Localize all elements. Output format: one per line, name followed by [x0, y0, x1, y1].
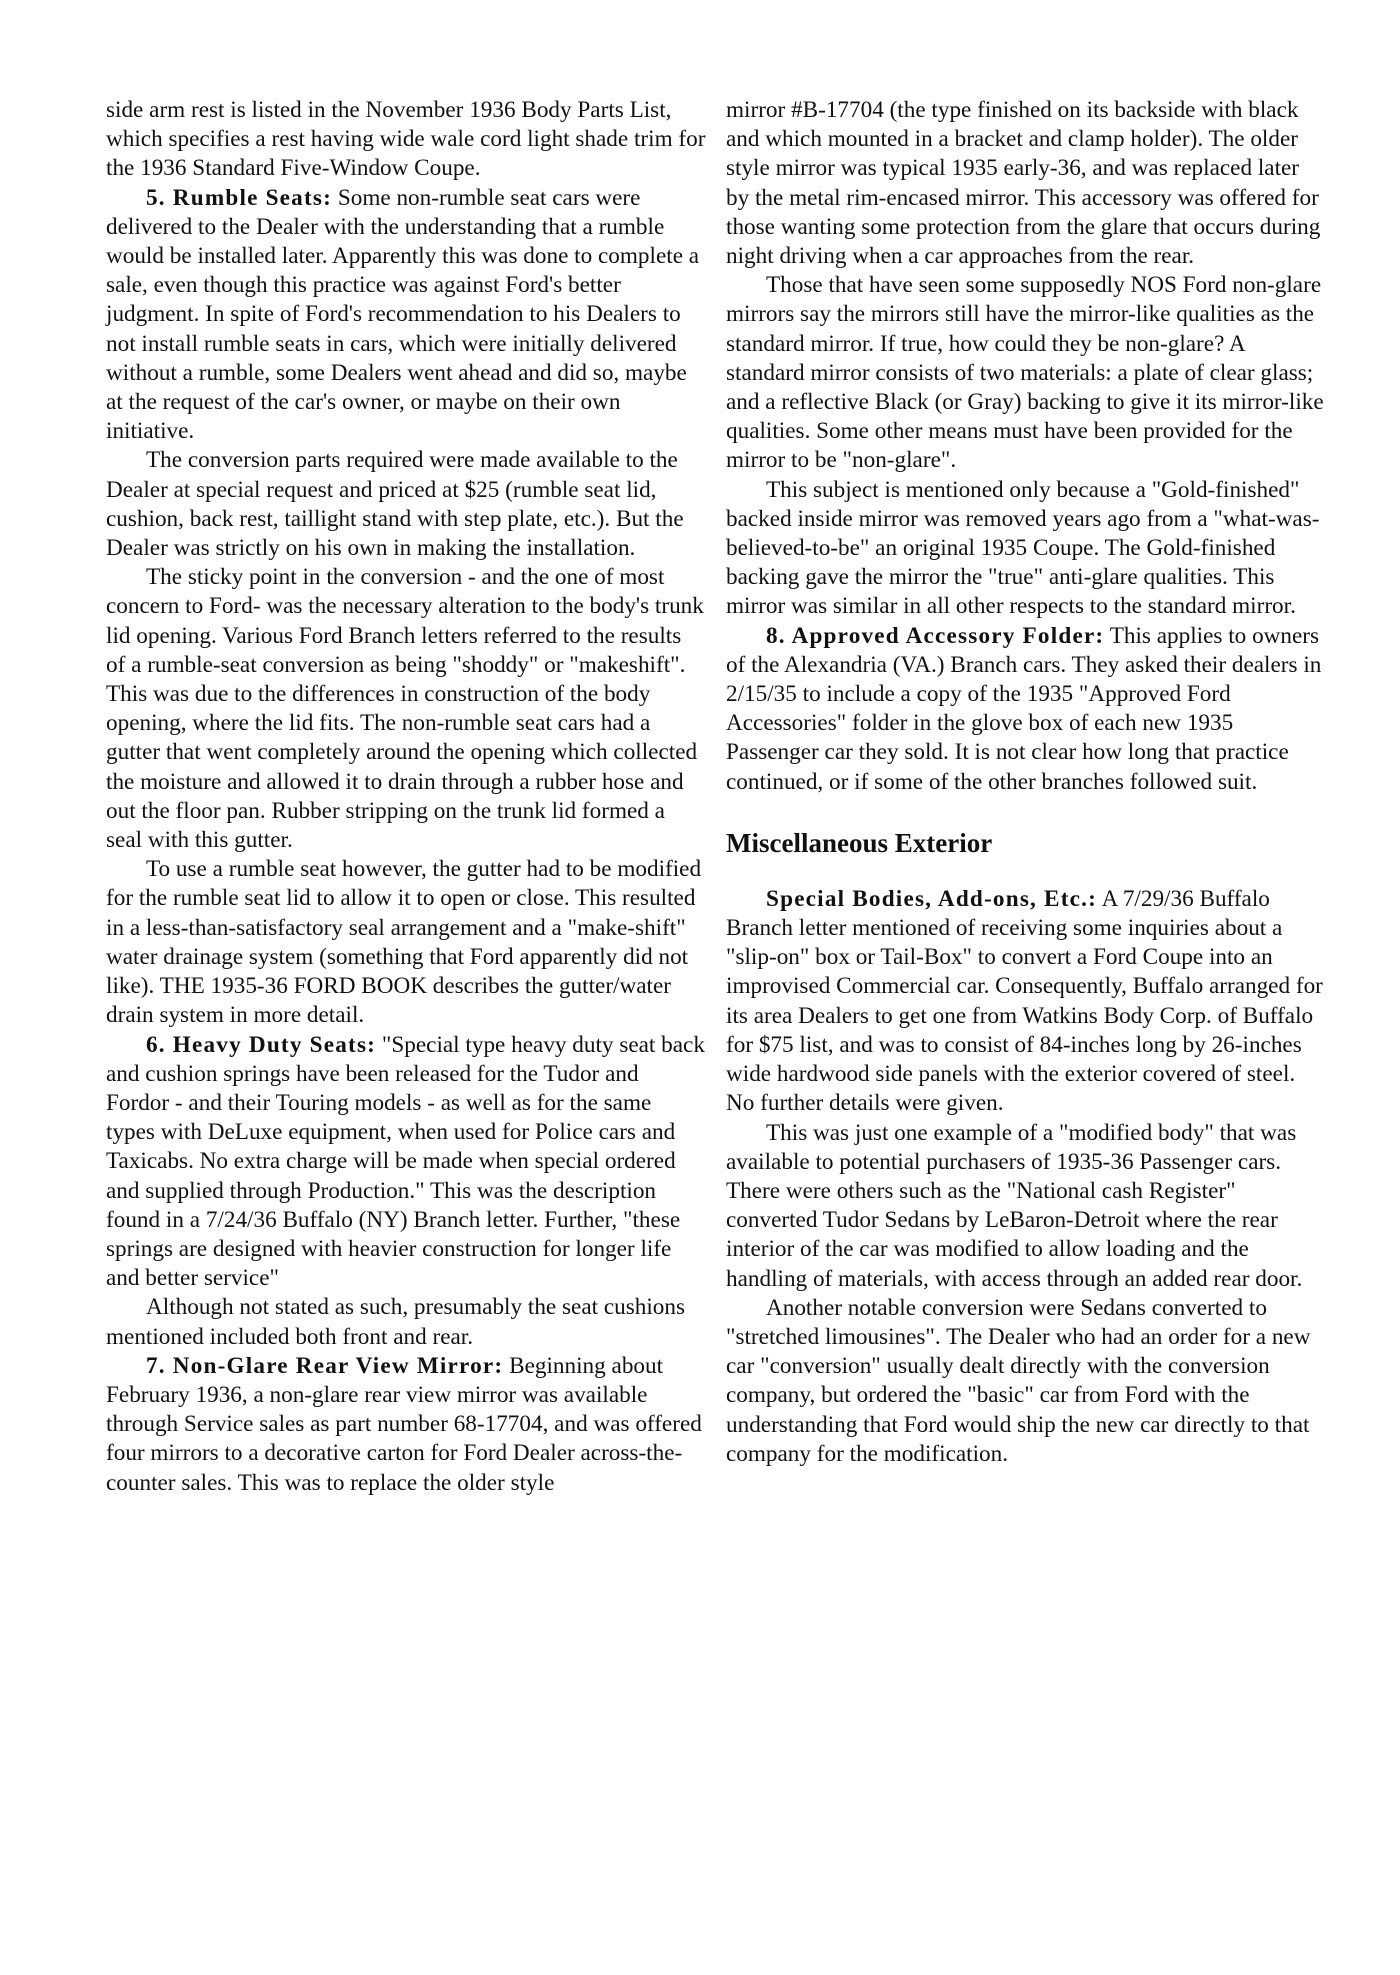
paragraph-mirror-continued: mirror #B-17704 (the type finished on its backside with black and which mounted in a bracket and clamp holder). The older style mirror was typical 1935 early-36, and was replaced later by the metal rim-encased mirror. This accessory was offered for those wanting some protection from the glare that occurs during night driving when a car approaches from the rear. — [726, 97, 1321, 270]
item-heading-non-glare-mirror: 7. Non-Glare Rear View Mirror: — [146, 1352, 504, 1379]
paragraph-nos-mirrors: Those that have seen some supposedly NOS Ford non-glare mirrors say the mirrors still have the mirror-like qualities as the standard mirror. If true, how could they be non-glare? A standard mirror consists of two materials: a plate of clear glass; and a reflective Black (or Gray) backing to give it its mirror-like qualities. Some other means must have been provided for the mirror to be "non-glare". — [726, 272, 1324, 474]
paragraph-arm-rest: side arm rest is listed in the November 1936 Body Parts List, which specifies a rest having wide wale cord light shade trim for the 1936 Standard Five-Window Coupe. — [106, 97, 706, 182]
paragraph-rumble-seats — [106, 184, 706, 447]
paragraph-special-bodies — [726, 885, 1326, 1119]
section-heading-miscellaneous-exterior: Miscellaneous Exterior — [726, 827, 993, 858]
paragraph-seat-cushions: Although not stated as such, presumably the seat cushions mentioned included both front and rear. — [106, 1294, 686, 1350]
paragraph-modified-body: This was just one example of a "modified body" that was available to potential purchasers of 1935-36 Passenger cars. There were others such as the "National cash Register" converted Tudor Sedans by LeBaron-Detroit where the rear interior of the car was modified to allow loading and the handling of materials, with access through an added rear door. — [726, 1119, 1303, 1292]
paragraph-non-glare-mirror — [106, 1352, 706, 1498]
paragraph-stretched-limousines: Another notable conversion were Sedans converted to "stretched limousines". The Dealer who had an order for a new car "conversion" usually dealt directly with the conversion company, but ordered the "basic" car from Ford with the understanding that Ford would ship the new car directly to that company for the modification. — [726, 1294, 1311, 1467]
rumble-seats-text: Some non-rumble seat cars were delivered to the Dealer with the understanding that a rumble would be installed later. Apparently this was done to complete a sale, even though this practice was against Ford's better judgment. In spite of Ford's recommendation to his Dealers to not install rumble seats in cars, which were initially delivered without a rumble, some Dealers went ahead and did so, maybe at the request of the car's owner, or maybe on their own initiative. — [106, 184, 700, 445]
paragraph-heavy-duty-seats — [106, 1031, 706, 1294]
paragraph-gutter: To use a rumble seat however, the gutter had to be modified for the rumble seat lid to allow it to open or close. This resulted in a less-than-satisfactory seal arrangement and a "make-shift" water drainage system (something that Ford apparently did not like). THE 1935-36 FORD BOOK describes the gutter/water drain system in more detail. — [106, 856, 702, 1029]
left-column — [106, 96, 706, 1498]
paragraph-conversion-parts: The conversion parts required were made available to the Dealer at special request and priced at $25 (rumble seat lid, cushion, back rest, taillight stand with step plate, etc.). But the Dealer was strictly on his own in making the installation. — [106, 447, 684, 562]
right-column — [726, 96, 1326, 1469]
paragraph-accessory-folder — [726, 622, 1326, 797]
item-heading-accessory-folder: 8. Approved Accessory Folder: — [766, 622, 1105, 649]
non-glare-mirror-text: Beginning about February 1936, a non-glare rear view mirror was available through Service sales as part number 68-17704, and was offered four mirrors to a decorative carton for Ford Dealer across-the-counter sales. This was to replace the older style — [106, 1352, 702, 1496]
item-heading-heavy-duty-seats: 6. Heavy Duty Seats: — [146, 1031, 377, 1058]
item-heading-rumble-seats: 5. Rumble Seats: — [146, 184, 333, 211]
paragraph-sticky-point: The sticky point in the conversion - and the one of most concern to Ford- was the necessary alteration to the body's trunk lid opening. Various Ford Branch letters referred to the results of a rumble-seat conversion as being "shoddy" or "makeshift". This was due to the differences in construction of the body opening, where the lid fits. The non-rumble seat cars had a gutter that went completely around the opening which collected the moisture and allowed it to drain through a rubber hose and out the floor pan. Rubber stripping on the trunk lid formed a seal with this gutter. — [106, 564, 704, 854]
accessory-folder-text: This applies to owners of the Alexandria (VA.) Branch cars. They asked their dealers in 2/15/35 to include a copy of the 1935 "Approved Ford Accessories" folder in the glove box of each new 1935 Passenger car they sold. It is not clear how long that practice continued, or if some of the other branches followed suit. — [726, 622, 1322, 795]
special-bodies-text: A 7/29/36 Buffalo Branch letter mentioned of receiving some inquiries about a "slip-on" box or Tail-Box" to convert a Ford Coupe into an improvised Commercial car. Consequently, Buffalo arranged for its area Dealers to get one from Watkins Body Corp. of Buffalo for $75 list, and was to consist of 84-inches long by 26-inches wide hardwood side panels with the exterior covered of steel. No further details were given. — [726, 885, 1323, 1117]
heavy-duty-seats-text: "Special type heavy duty seat back and cushion springs have been released for the Tudor and Fordor - and their Touring models - as well as for the same types with DeLuxe equipment, when used for Police cars and Taxicabs. No extra charge will be made when special ordered and supplied through Production." This was the description found in a 7/24/36 Buffalo (NY) Branch letter. Further, "these springs are designed with heavier construction for longer life and better service" — [106, 1031, 705, 1292]
item-heading-special-bodies: Special Bodies, Add-ons, Etc.: — [766, 885, 1098, 912]
paragraph-gold-finished: This subject is mentioned only because a "Gold-finished" backed inside mirror was removed years ago from a "what-was-believed-to-be" an original 1935 Coupe. The Gold-finished backing gave the mirror the "true" anti-glare qualities. This mirror was similar in all other respects to the standard mirror. — [726, 476, 1320, 620]
